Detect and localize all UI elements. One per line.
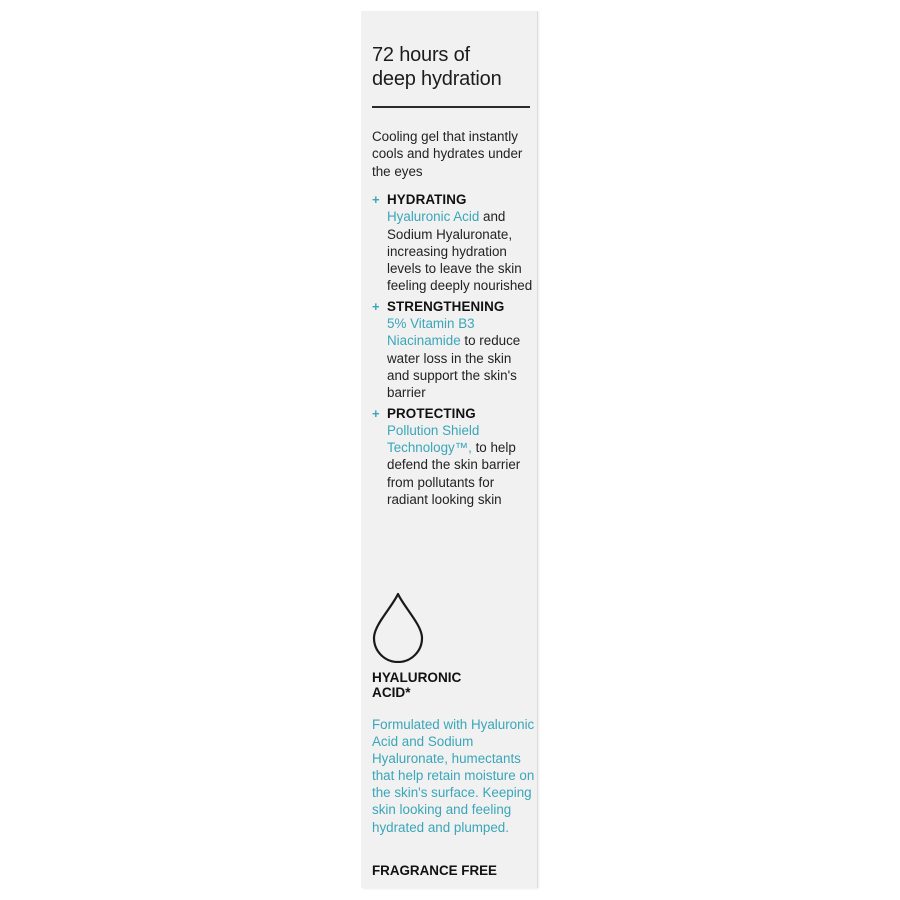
headline-line-1: 72 hours of bbox=[372, 44, 470, 66]
ingredient-description: Formulated with Hyaluronic Acid and Sodium Hyaluronate, humectants that help retain moisture on the skin's surface. Keeping skin looking and feeling hydrated and plumped. bbox=[372, 717, 535, 835]
benefit-title: HYDRATING bbox=[387, 192, 467, 207]
plus-icon: + bbox=[372, 298, 380, 314]
benefit-highlight: Pollution Shield Technology™, bbox=[387, 422, 480, 456]
benefit-item-hydrating bbox=[372, 191, 537, 295]
ingredient-title bbox=[372, 671, 532, 700]
headline bbox=[372, 43, 532, 91]
benefit-highlight: 5% Vitamin B3 Niacinamide bbox=[387, 316, 475, 349]
benefit-item-strengthening bbox=[372, 298, 537, 402]
water-drop-icon bbox=[370, 591, 426, 663]
product-info-panel bbox=[361, 11, 537, 888]
headline-line-2: deep hydration bbox=[372, 68, 502, 90]
ingredient-title-line-2: ACID* bbox=[372, 684, 411, 700]
benefit-title: PROTECTING bbox=[387, 405, 476, 421]
benefit-item-protecting bbox=[372, 405, 537, 509]
benefit-text: to reduce water loss in the skin and support the skin's barrier bbox=[387, 333, 521, 401]
benefit-title: STRENGTHENING bbox=[387, 298, 505, 314]
benefit-highlight: Hyaluronic Acid bbox=[387, 209, 480, 225]
benefits-list bbox=[372, 191, 537, 511]
plus-icon: + bbox=[372, 405, 380, 421]
intro-text: Cooling gel that instantly cools and hydrates under the eyes bbox=[372, 129, 523, 179]
benefit-description bbox=[387, 422, 537, 508]
fragrance-free-claim: FRAGRANCE FREE bbox=[372, 863, 497, 878]
divider bbox=[372, 106, 530, 108]
benefit-text: to help defend the skin barrier from pollutants for radiant looking skin bbox=[387, 440, 521, 508]
benefit-description bbox=[387, 315, 537, 401]
benefit-description bbox=[387, 208, 537, 294]
benefit-text: and Sodium Hyaluronate, increasing hydration levels to leave the skin feeling deeply nourished bbox=[387, 209, 533, 294]
ingredient-title-line-1: HYALURONIC bbox=[372, 670, 462, 685]
plus-icon: + bbox=[372, 192, 380, 207]
